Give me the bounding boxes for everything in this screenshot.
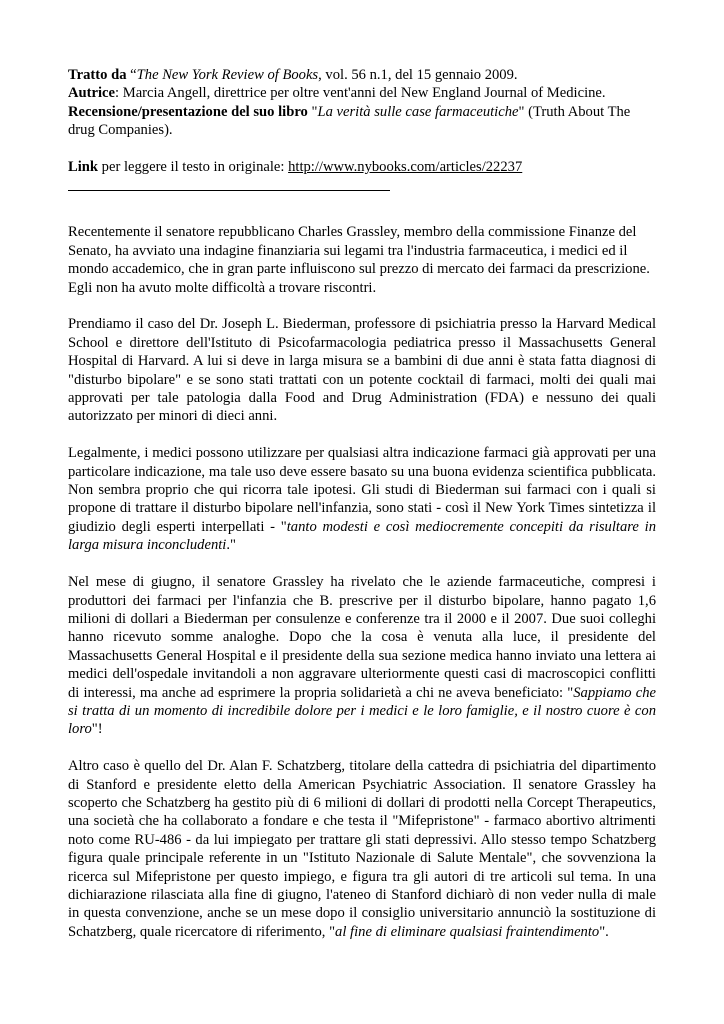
source-details: , vol. 56 n.1, del 15 gennaio 2009.	[318, 67, 518, 83]
paragraph-5	[68, 757, 656, 941]
paragraph-3-end: ."	[226, 537, 236, 554]
paragraph-4	[68, 573, 656, 739]
author-line	[68, 84, 656, 102]
paragraph-3-text: Legalmente, i medici possono utilizzare per qualsiasi altra indicazione farmaci già approvati per una particolare indicazione, ma tale uso deve essere basato su una buona evidenza scientifica pubblicata. Non sembra proprio che qui ricorra tale ipotesi. Gli studi di Biederman sui farmaci con i quali si propone di trattare il disturbo bipolare nell'infanzia, sono stati - così il New York Times sintetizza il giudizio degli esperti interpellati - "	[68, 445, 656, 535]
review-rest: " (Truth About The drug Companies).	[68, 103, 631, 139]
author-label: Autrice	[68, 85, 116, 102]
paragraph-4-quote: Sappiamo che si tratta di un momento di incredibile dolore per i medici e le loro famiglie, e il nostro cuore è con loro	[68, 684, 656, 738]
source-publication: The New York Review of Books	[136, 67, 319, 83]
author-text: : Marcia Angell, direttrice per oltre vent'anni del New England Journal of Medicine.	[115, 85, 606, 102]
separator-rule	[68, 190, 390, 191]
paragraph-5-end: ".	[599, 923, 609, 940]
article-body	[68, 223, 656, 941]
article-link[interactable]: http://www.nybooks.com/articles/22237	[288, 159, 523, 176]
paragraph-2: Prendiamo il caso del Dr. Joseph L. Biederman, professore di psichiatria presso la Harvard Medical School e direttore dell'Istituto di Psicofarmacologia pediatrica presso il Massachusetts General Hospital di Harvard. A lui si deve in larga misura se a bambini di due anni è stata fatta diagnosi di "disturbo bipolare" e se sono stati trattati con un potente cocktail di farmaci, molti dei quali mai approvati per tale patologia dalla Food and Drug Administration (FDA) e nessuno dei quali autorizzato per minori di dieci anni.	[68, 316, 656, 425]
paragraph-4-text: Nel mese di giugno, il senatore Grassley ha rivelato che le aziende farmaceutiche, compresi i produttori dei farmaci per l'infanzia che B. prescrive per il disturbo bipolare, hanno pagato 1,6 milioni di dollari a Biederman per consulenze e conferenze tra il 2000 e il 2007. Due suoi colleghi hanno ricevuto somme analoghe. Dopo che la cosa è venuta alla luce, il presidente del Massachusetts General Hospital e il presidente della sua sezione medica hanno inviato una lettera ai medici dell'ospedale invitandoli a non aggravare ulteriormente questi casi di macroscopici conflitti di interessi, ma anche ad esprimere la propria solidarietà a chi ne aveva beneficiato: "	[68, 574, 656, 701]
document-header	[68, 66, 656, 191]
paragraph-3	[68, 444, 656, 554]
review-book-title: La verità sulle case farmaceutiche	[317, 103, 519, 120]
paragraph-3-quote: tanto modesti e così mediocremente concepiti da risultare in larga misura inconcludenti	[68, 518, 656, 554]
link-text: per leggere il testo in originale:	[98, 159, 289, 176]
header-gap	[68, 140, 656, 158]
paragraph-5-quote: al fine di eliminare qualsiasi fraintendimento	[335, 923, 600, 940]
link-line	[68, 158, 656, 176]
review-line	[68, 103, 656, 140]
source-line	[68, 66, 656, 84]
source-open-quote: “	[126, 67, 137, 83]
review-open-quote: "	[307, 103, 318, 120]
document-page	[68, 66, 656, 960]
paragraph-4-end: "!	[91, 721, 103, 738]
paragraph-5-text: Altro caso è quello del Dr. Alan F. Schatzberg, titolare della cattedra di psichiatria del dipartimento di Stanford e presidente eletto della American Psychiatric Association. Il senatore Grassley ha scoperto che Schatzberg ha gestito più di 6 milioni di dollari di prodotti nella Corcept Therapeutics, una società che ha collaborato a fondare e che testa il "Mifepristone" - farmaco abortivo altrimenti noto come RU-486 - da lui impiegato per trattare gli stati depressivi. Allo stesso tempo Schatzberg figura quale principale referente in un "Istituto Nazionale di Salute Mentale", che sovvenziona la ricerca sul Mifepristone per questo impiego, e figura tra gli autori di tre articoli sul tema. In una dichiarazione rilasciata alla fine di giugno, l'ateneo di Stanford dichiarò di non veder nulla di male in questa convenzione, anche se un mese dopo il consiglio universitario annunciò la sostituzione di Schatzberg, quale ricercatore di riferimento, "	[68, 758, 656, 940]
source-label: Tratto da	[68, 67, 127, 83]
review-label: Recensione/presentazione del suo libro	[68, 103, 308, 120]
paragraph-1: Recentemente il senatore repubblicano Charles Grassley, membro della commissione Finanze del Senato, ha avviato una indagine finanziaria sui legami tra l'industria farmaceutica, i medici ed il mondo accademico, che in gran parte influiscono sul prezzo di mercato dei farmaci da prescrizione. Egli non ha avuto molte difficoltà a trovare riscontri.	[68, 224, 650, 296]
link-label: Link	[68, 159, 99, 176]
